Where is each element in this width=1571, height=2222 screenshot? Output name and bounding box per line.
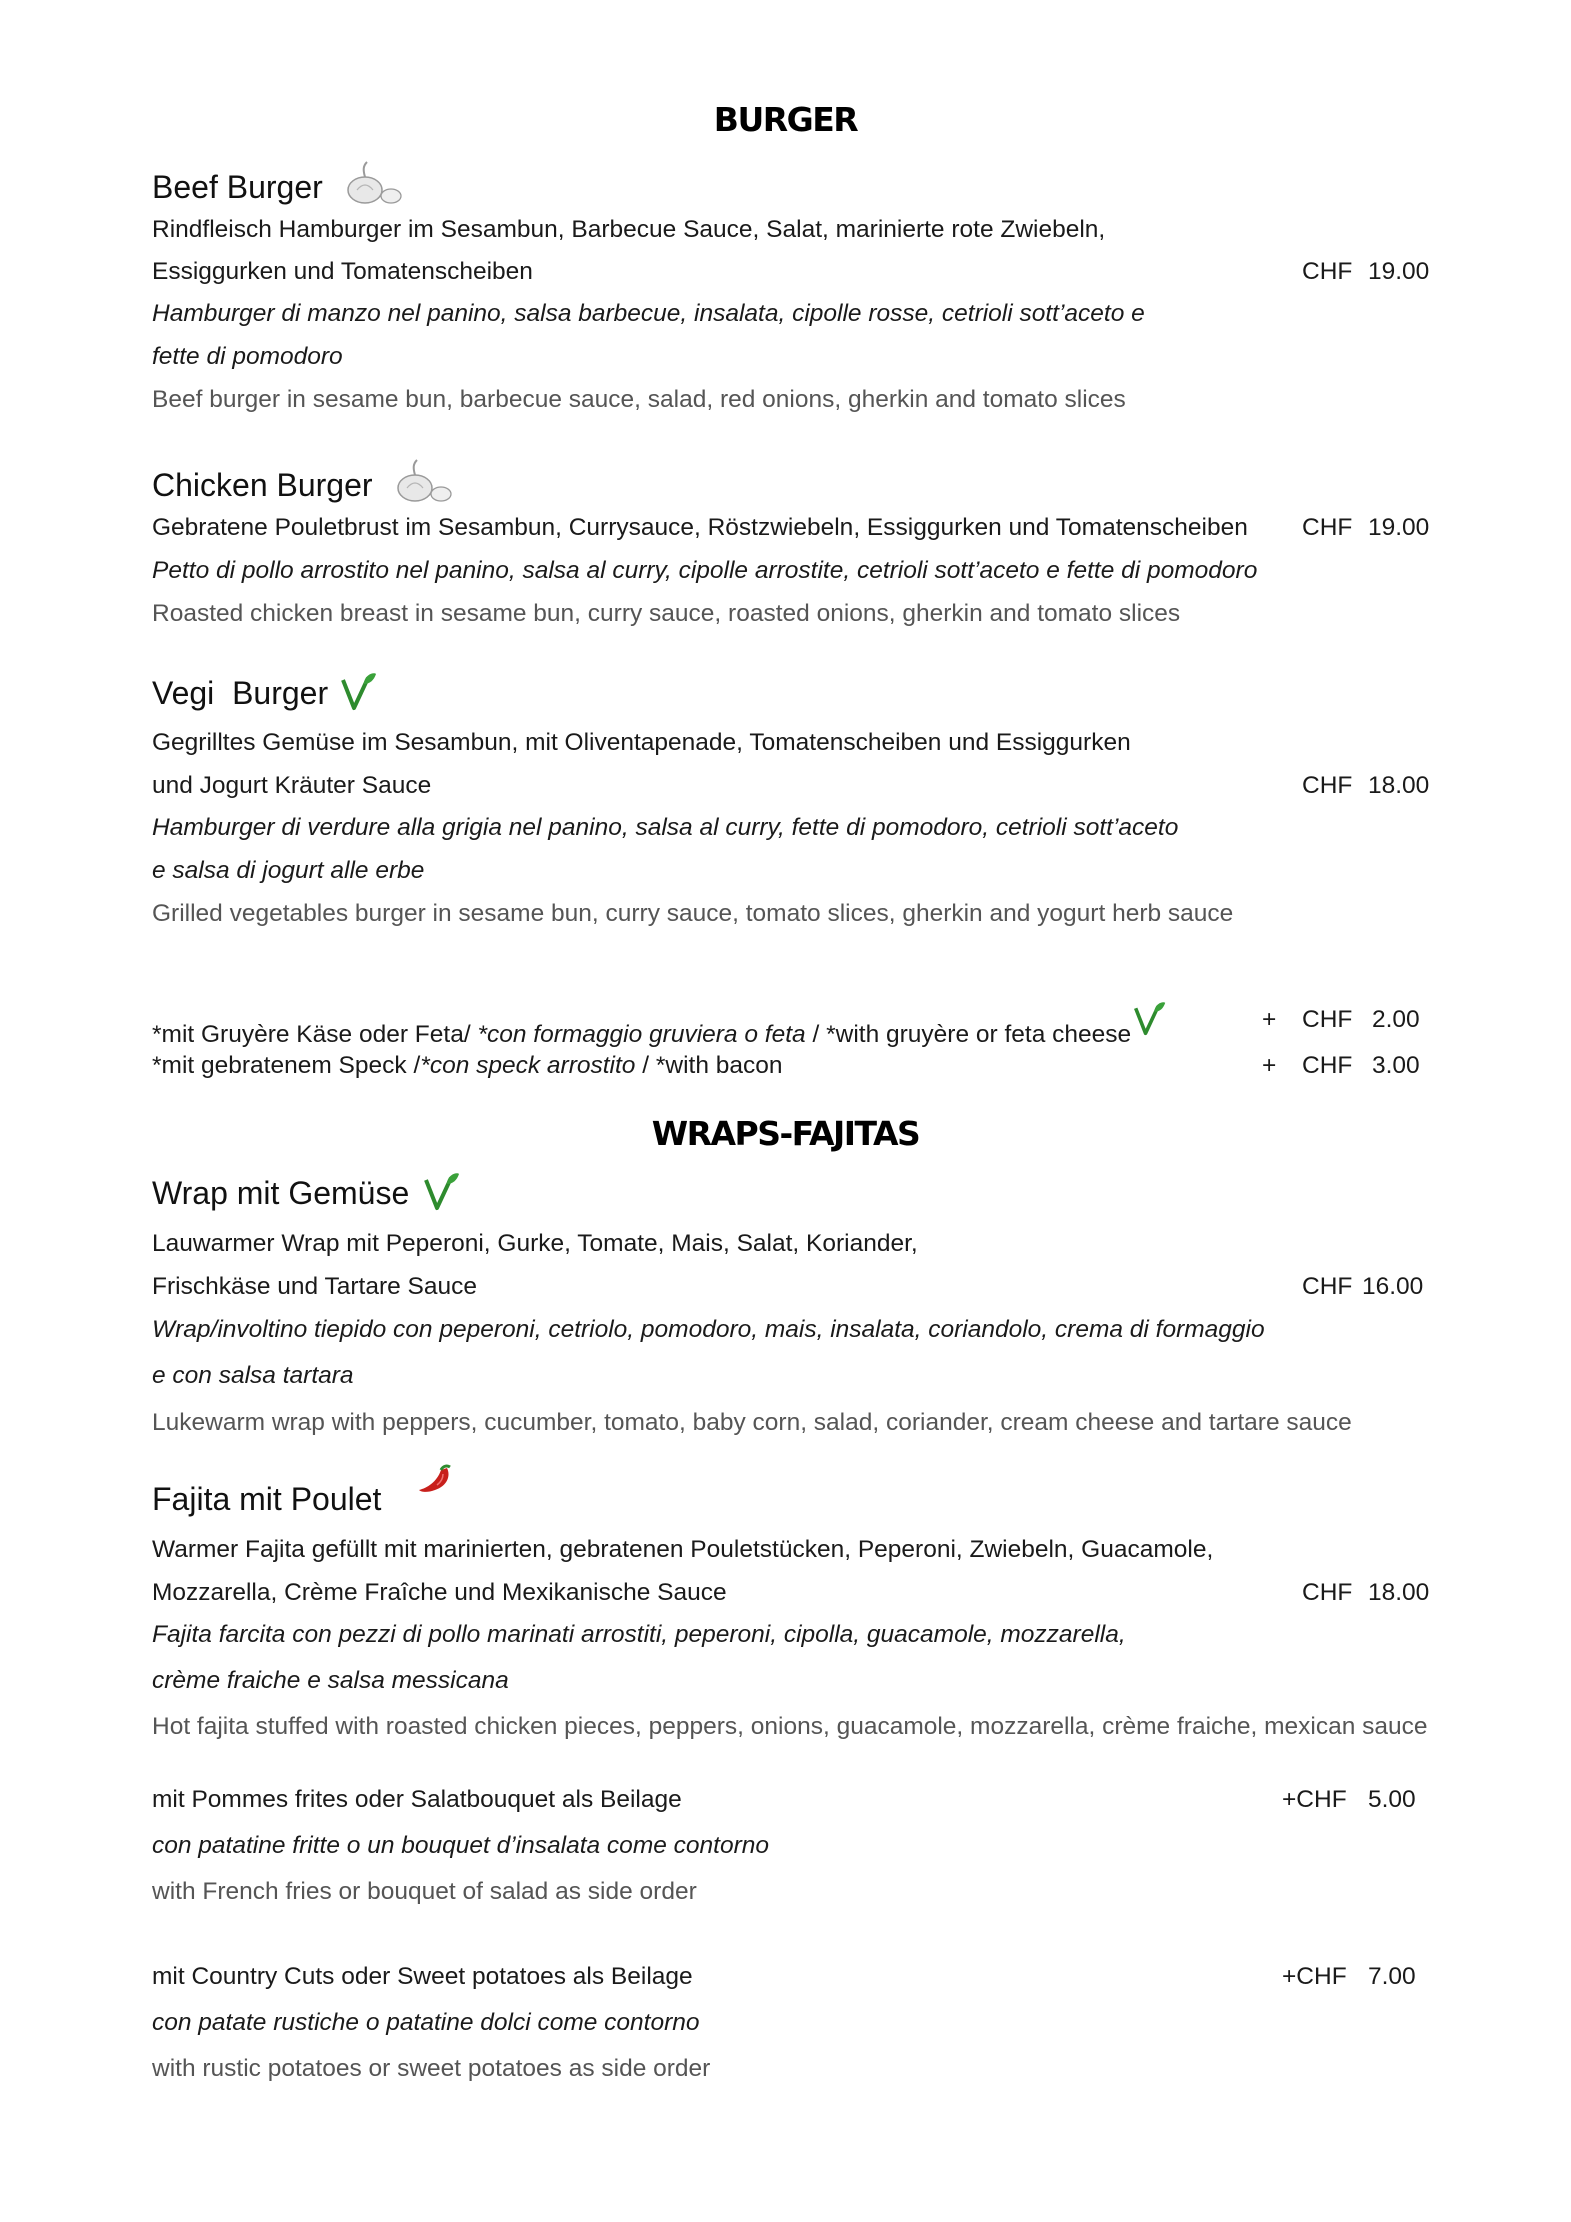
wrap-desc-en: Lukewarm wrap with peppers, cucumber, tomato, baby corn, salad, coriander, cream cheese and tartare sauce	[152, 1409, 1352, 1436]
beef-desc-it-1: Hamburger di manzo nel panino, salsa barbecue, insalata, cipolle rosse, cetrioli sott’aceto e	[152, 300, 1145, 327]
vegetarian-icon	[1133, 1000, 1167, 1045]
side-fries-it: con patatine fritte o un bouquet d’insalata come contorno	[152, 1832, 769, 1859]
item-title-label: Vegi Burger	[152, 675, 329, 711]
chicken-desc-de-1: Gebratene Pouletbrust im Sesambun, Currysauce, Röstzwiebeln, Essiggurken und Tomatenscheiben	[152, 514, 1248, 541]
garlic-icon	[393, 458, 455, 504]
side-fries-en: with French fries or bouquet of salad as side order	[152, 1878, 697, 1905]
side-fries-price: 5.00	[1368, 1786, 1416, 1813]
fajita-desc-de-1: Warmer Fajita gefüllt mit marinierten, gebratenen Pouletstücken, Peperoni, Zwiebeln, Guacamole,	[152, 1536, 1214, 1563]
vegi-currency: CHF	[1302, 772, 1353, 799]
side-country-en: with rustic potatoes or sweet potatoes as side order	[152, 2055, 711, 2082]
garlic-icon	[343, 160, 405, 206]
item-title-label: Fajita mit Poulet	[152, 1481, 382, 1517]
fajita-price: 18.00	[1368, 1579, 1430, 1606]
beef-desc-en: Beef burger in sesame bun, barbecue sauce, salad, red onions, gherkin and tomato slices	[152, 386, 1126, 413]
vegetarian-icon	[423, 1172, 461, 1212]
side-country-de: mit Country Cuts oder Sweet potatoes als Beilage	[152, 1963, 693, 1990]
beef-price: 19.00	[1368, 258, 1430, 285]
fajita-desc-it-2: crème fraiche e salsa messicana	[152, 1667, 509, 1694]
vegi-desc-it-1: Hamburger di verdure alla grigia nel panino, salsa al curry, fette di pomodoro, cetrioli sott’aceto	[152, 814, 1179, 841]
section-title-burger: BURGER	[713, 100, 858, 139]
item-title-beef-burger	[152, 160, 405, 206]
extra-cheese-en: / *with gruyère or feta cheese	[805, 1021, 1132, 1048]
vegi-desc-it-2: e salsa di jogurt alle erbe	[152, 857, 425, 884]
item-title-label: Beef Burger	[152, 169, 323, 205]
extra-bacon-it: *con speck arrostito	[420, 1052, 636, 1079]
beef-desc-it-2: fette di pomodoro	[152, 343, 343, 370]
extra-bacon-line	[152, 1052, 783, 1080]
extra-bacon-en: / *with bacon	[635, 1052, 783, 1079]
chicken-currency: CHF	[1302, 514, 1353, 541]
extra-bacon-currency: CHF	[1302, 1052, 1353, 1079]
side-fries-currency: +CHF	[1282, 1786, 1347, 1813]
item-title-vegi-burger	[152, 672, 378, 712]
beef-desc-de-1: Rindfleisch Hamburger im Sesambun, Barbecue Sauce, Salat, marinierte rote Zwiebeln,	[152, 216, 1106, 243]
wrap-desc-de-1: Lauwarmer Wrap mit Peperoni, Gurke, Tomate, Mais, Salat, Koriander,	[152, 1230, 918, 1257]
extra-bacon-de: *mit gebratenem Speck /	[152, 1052, 421, 1079]
wrap-price: 16.00	[1362, 1273, 1424, 1300]
extra-cheese-it: *con formaggio gruviera o feta	[477, 1021, 806, 1048]
side-country-it: con patate rustiche o patatine dolci come contorno	[152, 2009, 700, 2036]
item-title-fajita	[152, 1481, 457, 1518]
vegi-desc-de-2: und Jogurt Kräuter Sauce	[152, 772, 432, 799]
wrap-currency: CHF	[1302, 1273, 1353, 1300]
item-title-label: Wrap mit Gemüse	[152, 1175, 410, 1211]
chicken-desc-it-1: Petto di pollo arrostito nel panino, salsa al curry, cipolle arrostite, cetrioli sott’aceto e fette di pomodoro	[152, 557, 1258, 584]
extra-cheese-plus: +	[1262, 1006, 1277, 1033]
item-title-wrap	[152, 1172, 461, 1212]
vegi-desc-de-1: Gegrilltes Gemüse im Sesambun, mit Oliventapenade, Tomatenscheiben und Essiggurken	[152, 729, 1131, 756]
side-fries-de: mit Pommes frites oder Salatbouquet als Beilage	[152, 1786, 682, 1813]
chicken-desc-en: Roasted chicken breast in sesame bun, curry sauce, roasted onions, gherkin and tomato slices	[152, 600, 1181, 627]
vegetarian-icon	[340, 672, 378, 712]
chicken-price: 19.00	[1368, 514, 1430, 541]
chili-icon	[417, 1462, 457, 1496]
beef-currency: CHF	[1302, 258, 1353, 285]
side-country-price: 7.00	[1368, 1963, 1416, 1990]
fajita-currency: CHF	[1302, 1579, 1353, 1606]
extra-cheese-currency: CHF	[1302, 1006, 1353, 1033]
item-title-label: Chicken Burger	[152, 467, 373, 503]
vegi-desc-en: Grilled vegetables burger in sesame bun, curry sauce, tomato slices, gherkin and yogurt herb sauce	[152, 900, 1234, 927]
extra-bacon-price: 3.00	[1372, 1052, 1420, 1079]
vegi-price: 18.00	[1368, 772, 1430, 799]
wrap-desc-de-2: Frischkäse und Tartare Sauce	[152, 1273, 478, 1300]
extra-cheese-de: *mit Gruyère Käse oder Feta/	[152, 1021, 478, 1048]
wrap-desc-it-1: Wrap/involtino tiepido con peperoni, cetriolo, pomodoro, mais, insalata, coriandolo, crema di formaggio	[152, 1316, 1265, 1343]
side-country-currency: +CHF	[1282, 1963, 1347, 1990]
beef-desc-de-2: Essiggurken und Tomatenscheiben	[152, 258, 533, 285]
fajita-desc-en: Hot fajita stuffed with roasted chicken pieces, peppers, onions, guacamole, mozzarella, crème fraiche, mexican sauce	[152, 1713, 1428, 1740]
item-title-chicken-burger	[152, 458, 455, 504]
extra-bacon-plus: +	[1262, 1052, 1277, 1079]
fajita-desc-de-2: Mozzarella, Crème Fraîche und Mexikanische Sauce	[152, 1579, 727, 1606]
fajita-desc-it-1: Fajita farcita con pezzi di pollo marinati arrostiti, peperoni, cipolla, guacamole, mozzarella,	[152, 1621, 1126, 1648]
extra-cheese-price: 2.00	[1372, 1006, 1420, 1033]
section-title-wraps-fajitas: WRAPS-FAJITAS	[651, 1114, 920, 1153]
extra-cheese-line	[152, 1004, 1167, 1049]
wrap-desc-it-2: e con salsa tartara	[152, 1362, 354, 1389]
